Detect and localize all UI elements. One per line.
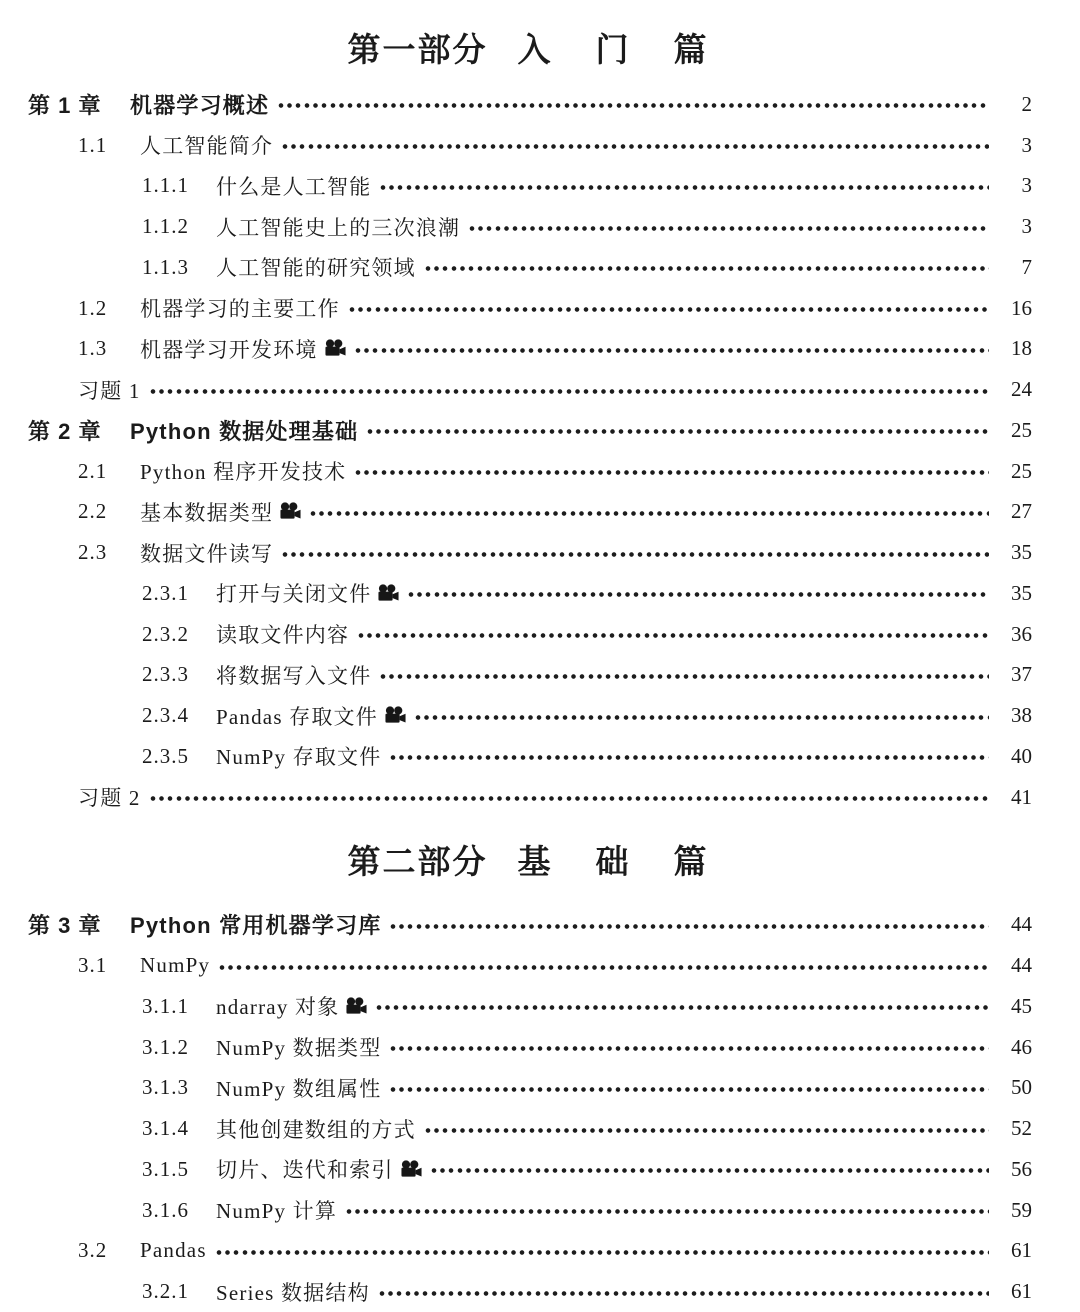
dot-leader (282, 542, 989, 564)
toc-entry[interactable] (28, 1149, 1032, 1190)
part-heading (28, 24, 1032, 71)
toc-entry[interactable] (28, 125, 1032, 166)
entry-number: 第 3 章 (28, 909, 130, 940)
entry-number: 3.1.2 (142, 1035, 216, 1060)
entry-page-number: 52 (989, 1116, 1032, 1141)
toc-entry[interactable] (28, 166, 1032, 207)
entry-page-number: 38 (989, 703, 1032, 728)
part-name: 入 门 篇 (518, 31, 713, 68)
entry-page-number: 3 (989, 173, 1032, 198)
toc-entry[interactable] (28, 1108, 1032, 1149)
toc-entry[interactable] (28, 492, 1032, 533)
toc-entry[interactable] (28, 655, 1032, 696)
entry-title: 人工智能史上的三次浪潮 (216, 212, 460, 242)
entry-title: 人工智能简介 (140, 130, 273, 160)
entry-title: 打开与关闭文件 (216, 578, 371, 608)
entry-number: 1.1.3 (142, 255, 216, 280)
entry-title: Series 数据结构 (216, 1277, 370, 1307)
dot-leader (358, 623, 989, 645)
entry-page-number: 36 (989, 622, 1032, 647)
entry-title: Pandas 存取文件 (216, 701, 378, 731)
entry-title: Python 程序开发技术 (140, 456, 346, 486)
toc-entry[interactable] (28, 288, 1032, 329)
toc-list (28, 84, 1032, 818)
entry-page-number: 3 (989, 214, 1032, 239)
entry-number: 3.1 (78, 953, 140, 978)
entry-title: 机器学习开发环境 (140, 334, 318, 364)
dot-leader (346, 1199, 989, 1221)
toc-entry[interactable] (28, 736, 1032, 777)
entry-number: 2.3.1 (142, 581, 216, 606)
entry-title: 习题 2 (78, 782, 141, 812)
entry-title: 机器学习概述 (130, 89, 269, 120)
toc-entry[interactable] (28, 695, 1032, 736)
dot-leader (390, 1077, 989, 1099)
entry-title: NumPy 数组属性 (216, 1073, 381, 1103)
entry-title: 机器学习的主要工作 (140, 293, 340, 323)
entry-number: 1.3 (78, 336, 140, 361)
entry-number: 3.2.1 (142, 1279, 216, 1304)
entry-page-number: 3 (989, 133, 1032, 158)
entry-page-number: 61 (989, 1279, 1032, 1304)
dot-leader (425, 1118, 989, 1140)
dot-leader (278, 93, 989, 115)
video-camera-icon (401, 1160, 422, 1179)
toc-entry[interactable] (28, 532, 1032, 573)
toc-entry[interactable] (28, 84, 1032, 125)
video-camera-icon (385, 706, 406, 725)
entry-page-number: 25 (989, 459, 1032, 484)
entry-title: 习题 1 (78, 375, 141, 405)
entry-page-number: 56 (989, 1157, 1032, 1182)
entry-title: 其他创建数组的方式 (216, 1114, 416, 1144)
toc-entry[interactable] (28, 206, 1032, 247)
entry-page-number: 50 (989, 1075, 1032, 1100)
toc-entry[interactable] (28, 573, 1032, 614)
entry-number: 2.1 (78, 459, 140, 484)
dot-leader (408, 582, 989, 604)
dot-leader (469, 216, 989, 238)
toc-entry[interactable] (28, 329, 1032, 370)
entry-page-number: 45 (989, 994, 1032, 1019)
entry-title: NumPy 计算 (216, 1195, 337, 1225)
toc-entry[interactable] (28, 410, 1032, 451)
dot-leader (376, 995, 989, 1017)
toc-entry[interactable] (28, 1068, 1032, 1109)
toc-entry[interactable] (28, 1190, 1032, 1231)
entry-page-number: 61 (989, 1238, 1032, 1263)
entry-page-number: 40 (989, 744, 1032, 769)
entry-title: 基本数据类型 (140, 497, 273, 527)
toc-entry[interactable] (28, 1271, 1032, 1312)
dot-leader (355, 338, 989, 360)
entry-page-number: 16 (989, 296, 1032, 321)
entry-number: 1.2 (78, 296, 140, 321)
entry-number: 3.1.5 (142, 1157, 216, 1182)
entry-title: 人工智能的研究领域 (216, 252, 416, 282)
dot-leader (216, 1240, 989, 1262)
entry-title: 读取文件内容 (216, 619, 349, 649)
entry-page-number: 44 (989, 912, 1032, 937)
toc-part (28, 24, 1032, 818)
entry-number: 1.1 (78, 133, 140, 158)
dot-leader (150, 379, 989, 401)
toc-entry[interactable] (28, 614, 1032, 655)
entry-page-number: 2 (989, 92, 1032, 117)
part-label: 第二部分 (348, 843, 488, 880)
toc-entry[interactable] (28, 247, 1032, 288)
entry-page-number: 44 (989, 953, 1032, 978)
entry-page-number: 46 (989, 1035, 1032, 1060)
part-heading (28, 836, 1032, 883)
entry-number: 第 1 章 (28, 89, 130, 120)
toc-entry[interactable] (28, 1231, 1032, 1272)
entry-number: 1.1.1 (142, 173, 216, 198)
entry-page-number: 7 (989, 255, 1032, 280)
entry-title: 将数据写入文件 (216, 660, 371, 690)
entry-number: 3.2 (78, 1238, 140, 1263)
entry-number: 3.1.1 (142, 994, 216, 1019)
entry-number: 2.3.2 (142, 622, 216, 647)
dot-leader (379, 1281, 989, 1303)
entry-page-number: 27 (989, 499, 1032, 524)
entry-number: 3.1.6 (142, 1198, 216, 1223)
entry-number: 第 2 章 (28, 415, 130, 446)
dot-leader (219, 955, 989, 977)
entry-number: 2.2 (78, 499, 140, 524)
entry-number: 2.3.3 (142, 662, 216, 687)
entry-title: 什么是人工智能 (216, 171, 371, 201)
dot-leader (390, 1036, 989, 1058)
entry-title: NumPy 存取文件 (216, 741, 381, 771)
entry-title: Pandas (140, 1238, 207, 1263)
entry-number: 2.3.4 (142, 703, 216, 728)
toc-entry[interactable] (28, 1027, 1032, 1068)
entry-page-number: 37 (989, 662, 1032, 687)
entry-title: ndarray 对象 (216, 991, 339, 1021)
dot-leader (390, 745, 989, 767)
dot-leader (380, 175, 989, 197)
toc-entry[interactable] (28, 451, 1032, 492)
toc-entry[interactable] (28, 945, 1032, 986)
toc-entry[interactable] (28, 369, 1032, 410)
entry-title: 数据文件读写 (140, 538, 273, 568)
toc-entry[interactable] (28, 986, 1032, 1027)
toc-part (28, 836, 1032, 1312)
dot-leader (150, 786, 989, 808)
video-camera-icon (378, 584, 399, 603)
video-camera-icon (346, 997, 367, 1016)
entry-title: NumPy 数据类型 (216, 1032, 381, 1062)
dot-leader (390, 914, 989, 936)
dot-leader (431, 1158, 989, 1180)
entry-title: NumPy (140, 953, 210, 978)
video-camera-icon (325, 339, 346, 358)
entry-number: 2.3 (78, 540, 140, 565)
entry-number: 3.1.3 (142, 1075, 216, 1100)
video-camera-icon (280, 502, 301, 521)
dot-leader (349, 297, 989, 319)
entry-number: 2.3.5 (142, 744, 216, 769)
entry-page-number: 35 (989, 540, 1032, 565)
dot-leader (310, 501, 989, 523)
toc-list (28, 905, 1032, 1312)
toc-entry[interactable] (28, 777, 1032, 818)
entry-page-number: 35 (989, 581, 1032, 606)
dot-leader (355, 460, 989, 482)
entry-page-number: 41 (989, 785, 1032, 810)
entry-title: Python 常用机器学习库 (130, 909, 381, 940)
entry-page-number: 25 (989, 418, 1032, 443)
part-label: 第一部分 (348, 31, 488, 68)
dot-leader (367, 419, 989, 441)
entry-title: 切片、迭代和索引 (216, 1154, 394, 1184)
dot-leader (380, 664, 989, 686)
dot-leader (282, 134, 989, 156)
dot-leader (425, 256, 989, 278)
entry-page-number: 18 (989, 336, 1032, 361)
toc-entry[interactable] (28, 905, 1032, 946)
entry-page-number: 24 (989, 377, 1032, 402)
entry-page-number: 59 (989, 1198, 1032, 1223)
part-name: 基 础 篇 (518, 843, 713, 880)
dot-leader (415, 705, 989, 727)
entry-number: 1.1.2 (142, 214, 216, 239)
entry-title: Python 数据处理基础 (130, 415, 358, 446)
entry-number: 3.1.4 (142, 1116, 216, 1141)
